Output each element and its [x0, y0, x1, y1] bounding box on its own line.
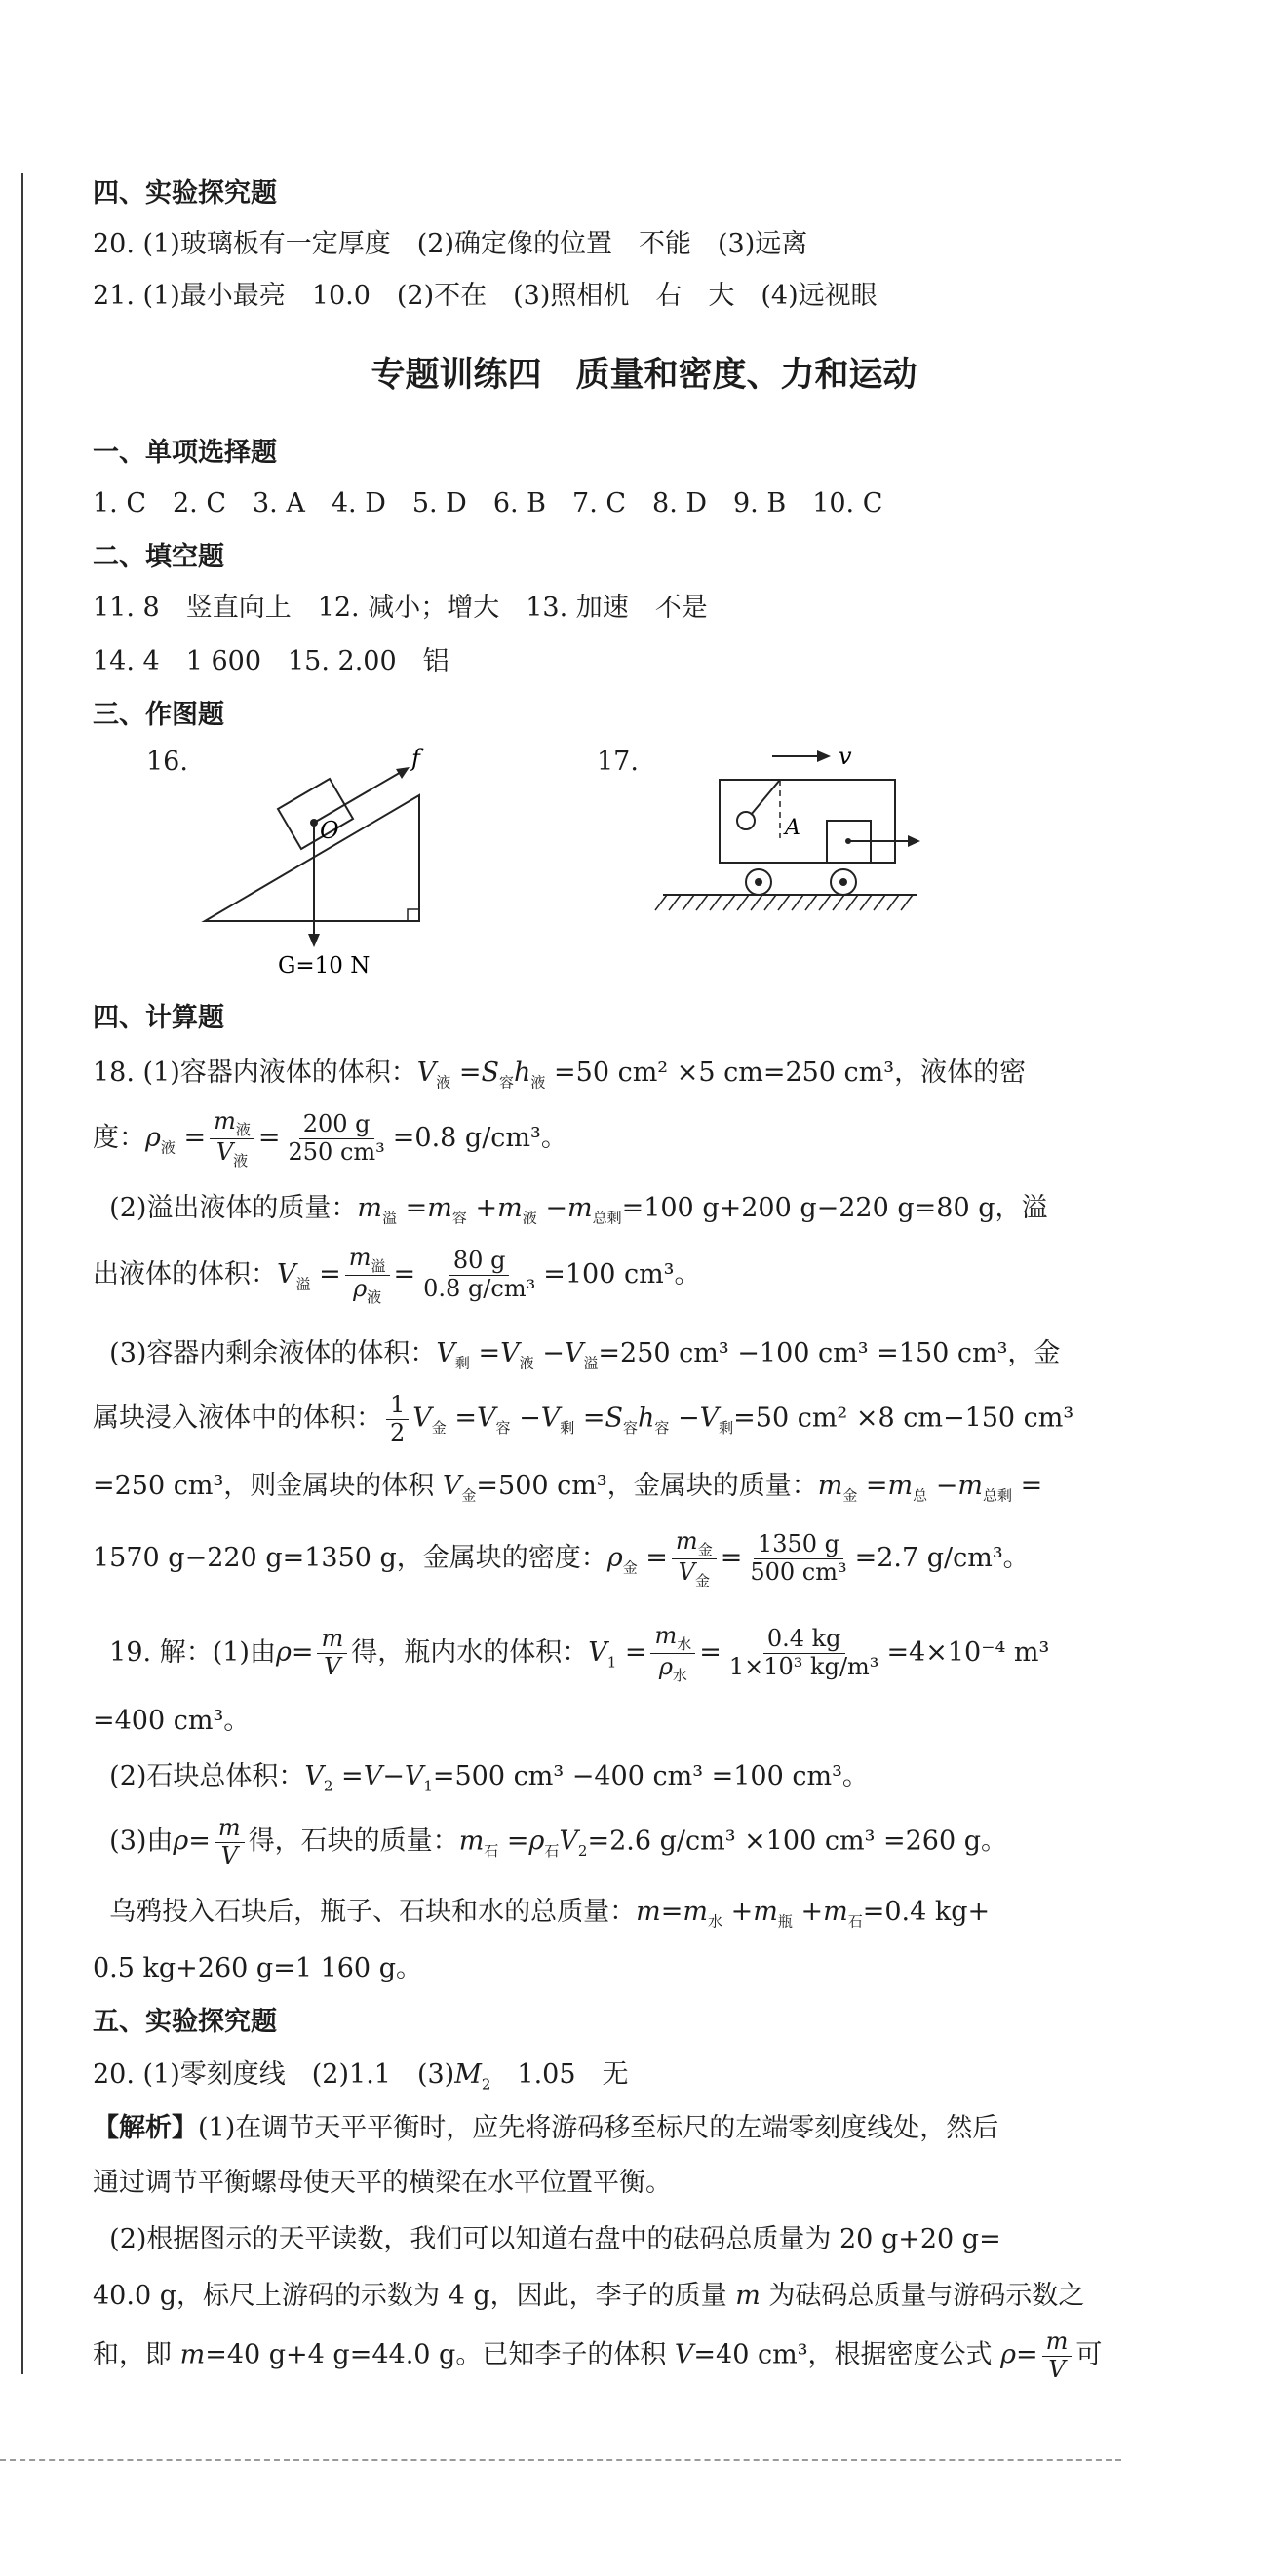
- q18-line-5: (3)容器内剩余液体的体积：$V_剩 =V_液 -V_溢=250$ cm³ −100 cm³ =150 cm³，金: [109, 1338, 1061, 1372]
- q18-line-6: 属块浸入液体中的体积： $\frac{1}{2}$ $V_金 =V_容 -V_剩 =S_容h_容 -V_剩=50$ cm² ×8 cm−150 cm³: [93, 1391, 1074, 1446]
- section-heading-choice: 一、单项选择题: [93, 438, 277, 468]
- bottom-dashed-divider: [0, 2459, 1121, 2461]
- section-heading-fill: 二、填空题: [93, 542, 224, 572]
- answer-choices: 1. C 2. C 3. A 4. D 5. D 6. B 7. C 8. D 9. B 10. C: [93, 488, 883, 519]
- friction-arrow: [314, 771, 403, 823]
- q19-line-6: 0.5 kg+260 g=1 160 g。: [93, 1953, 422, 1983]
- label-v: v: [839, 743, 852, 770]
- right-angle-mark: [408, 909, 419, 921]
- analysis-line-1: 【解析】(1)在调节天平平衡时，应先将游码移至标尺的左端零刻度线处，然后: [93, 2113, 999, 2143]
- analysis-line-3: (2)根据图示的天平读数，我们可以知道右盘中的砝码总质量为 20 g+20 g=: [109, 2224, 1001, 2254]
- q19-line-5: 乌鸦投入石块后，瓶子、石块和水的总质量：$m=m_水 +m_瓶 +m_石=0.4$ kg+: [109, 1897, 991, 1931]
- label-o: O: [320, 817, 339, 844]
- section-heading-draw: 三、作图题: [93, 700, 224, 730]
- ground-hatching: [655, 895, 913, 910]
- analysis-line-4: 40.0 g，标尺上游码的示数为 4 g，因此，李子的质量 m 为砝码总质量与游码示数之: [93, 2281, 1085, 2311]
- figure-17-number: 17.: [597, 747, 639, 777]
- incline-triangle: [205, 795, 419, 921]
- figure-16-number: 16.: [146, 747, 188, 777]
- q18-line-7: =250 cm³，则金属块的体积 $V_金=500$ cm³，金属块的质量：$m_金 =m_总 -m_{总剩}$ =: [93, 1471, 1043, 1505]
- page-title: 专题训练四 质量和密度、力和运动: [371, 356, 917, 395]
- q19-line-4: (3)由ρ= $\frac{m}{V}$ 得，石块的质量：$m_石 =\rho_石V_2=2.6$ g/cm³ ×100 cm³ =260 g。: [109, 1814, 1008, 1869]
- q18-line-4: 出液体的体积：$V_溢$ = $\frac{m_溢}{\rho_液}$ = $\frac{80 g}{\text{0.8 g/cm³}}$ =100 cm³。: [93, 1244, 701, 1306]
- label-a: A: [785, 816, 800, 840]
- q19-line-1: 19. 解：(1)由ρ= $\frac{m}{V}$ 得，瓶内水的体积：$V_1$ = $\frac{m_水}{\rho_水}$ = $\frac{0.4 kg}{\text{1×10³ kg/m³}}$ =4×10⁻⁴ m³: [109, 1622, 1050, 1684]
- analysis-line-2: 通过调节平衡螺母使天平的横梁在水平位置平衡。: [93, 2168, 672, 2198]
- q19-line-2: =400 cm³。: [93, 1706, 251, 1736]
- answer-q20: 20. (1)零刻度线 (2)1.1 $(3)M_2$ 1.05 无: [93, 2059, 629, 2094]
- gravity-arrowhead: [308, 934, 320, 947]
- figure-17-cart-diagram: [644, 741, 926, 926]
- left-margin-rule: [21, 173, 23, 2374]
- block-on-incline: [278, 779, 353, 849]
- velocity-arrowhead: [817, 750, 831, 762]
- q18-line-3: (2)溢出液体的质量：$m_溢 =m_容 +m_液 -m_{总剩}=100$ g+200 g−220 g=80 g，溢: [109, 1193, 1048, 1227]
- pendulum-string: [751, 780, 780, 815]
- analysis-line-5: 和，即 m=40 g+4 g=44.0 g。已知李子的体积 V=40 cm³，根据密度公式 ρ= $\frac{m}{V}$ 可: [93, 2327, 1103, 2383]
- force-arrowhead: [908, 835, 920, 847]
- q18-line-2: 度：$\rho_液$ = $\frac{m_液}{V_液}$ = $\frac{200 g}{\text{250 cm³}}$ =0.8 g/cm³。: [93, 1107, 567, 1170]
- answer-q20-prev: 20. (1)玻璃板有一定厚度 (2)确定像的位置 不能 (3)远离: [93, 229, 808, 259]
- answer-fill-1: 11. 8 竖直向上 12. 减小；增大 13. 加速 不是: [93, 593, 708, 623]
- pendulum-bob: [737, 812, 755, 829]
- q18-line-1: 18. (1)容器内液体的体积：$V_液 =S_容h_液 =50$ cm² ×5 cm=250 cm³，液体的密: [93, 1057, 1027, 1092]
- figure-16-incline-diagram: [195, 741, 449, 980]
- q18-line-8: 1570 g−220 g=1350 g，金属块的密度：$\rho_金$ = $\frac{m_金}{V_金}$ = $\frac{1350 g}{\text{500 cm³}}$ =2.7 g/cm³。: [93, 1527, 1030, 1590]
- answer-fill-2: 14. 4 1 600 15. 2.00 铝: [93, 646, 449, 676]
- right-wheel-hub: [839, 878, 847, 886]
- section-heading-experiment: 四、实验探究题: [93, 178, 277, 209]
- answer-q21-prev: 21. (1)最小最亮 10.0 (2)不在 (3)照相机 右 大 (4)远视眼: [93, 281, 878, 311]
- section-heading-calc: 四、计算题: [93, 1003, 224, 1033]
- left-wheel-hub: [755, 878, 762, 886]
- q19-line-3: (2)石块总体积：$V_2 =V-V_1=500$ cm³ −400 cm³ =100 cm³。: [109, 1761, 869, 1795]
- section-heading-experiment-5: 五、实验探究题: [93, 2007, 277, 2037]
- label-f: f: [411, 745, 420, 772]
- label-g: G=10 N: [278, 953, 371, 979]
